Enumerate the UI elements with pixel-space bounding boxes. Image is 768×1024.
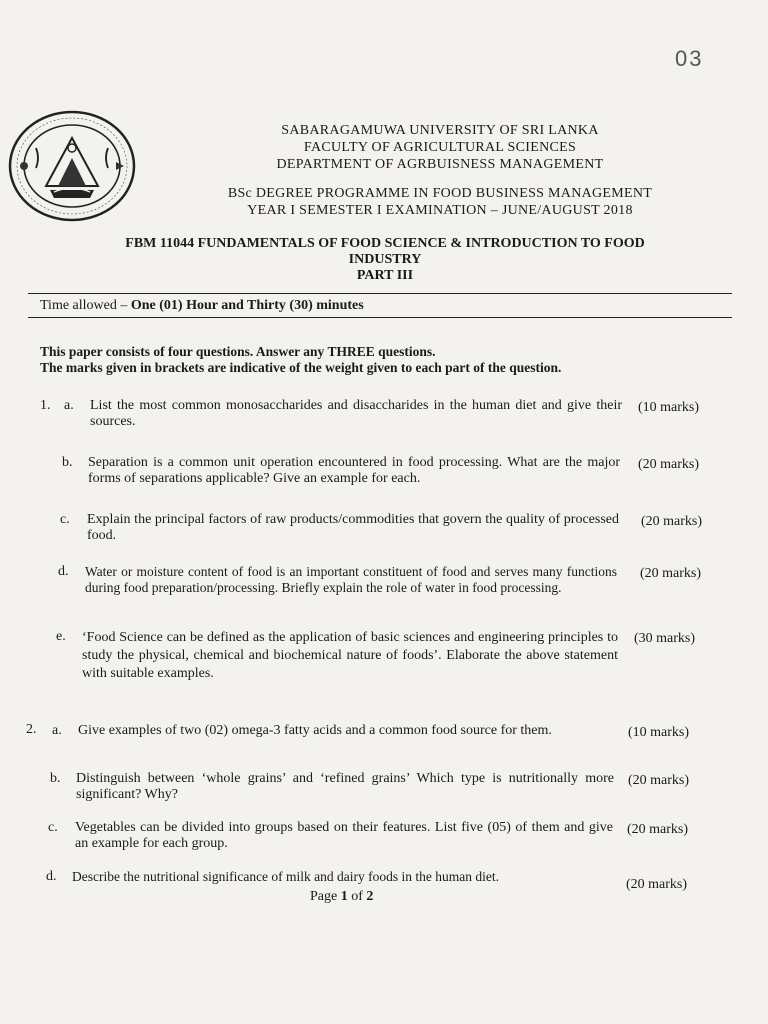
page-prefix: Page (310, 889, 341, 904)
programme-name: BSc DEGREE PROGRAMME IN FOOD BUSINESS MANAGEMENT (227, 186, 653, 201)
part-marks: (30 marks) (634, 631, 696, 646)
department-name: DEPARTMENT OF AGRBUISNESS MANAGEMENT (276, 157, 604, 172)
question-part (0, 455, 768, 495)
course-title-line-1: FBM 11044 FUNDAMENTALS OF FOOD SCIENCE & INTRODUCTION TO FOOD (125, 236, 645, 251)
part-letter: d. (46, 869, 57, 884)
course-title (30, 236, 740, 284)
part-text: ‘Food Science can be defined as the application of basic sciences and engineering principles to study the physical, chemical and biochemical nature of foods’. Elaborate the above statement with suitable examples. (82, 630, 618, 681)
part-marks: (20 marks) (638, 457, 700, 472)
question-part (0, 629, 768, 685)
page-indicator (310, 889, 373, 905)
part-letter: c. (48, 820, 58, 835)
handwritten-page-mark: 03 (675, 46, 704, 71)
time-allowed-label: Time allowed – (40, 298, 131, 313)
part-marks: (20 marks) (640, 566, 702, 581)
part-letter: e. (56, 629, 66, 644)
faculty-name: FACULTY OF AGRICULTURAL SCIENCES (303, 140, 577, 155)
question-part (0, 869, 768, 892)
course-title-line-2: INDUSTRY (348, 252, 422, 267)
page-current: 1 (340, 889, 348, 904)
part-letter: b. (62, 455, 73, 470)
part-text: Describe the nutritional significance of milk and dairy foods in the human diet. (72, 869, 500, 884)
instruction-line-2: The marks given in brackets are indicative of the weight given to each part of the question. (40, 360, 562, 375)
part-marks: (20 marks) (641, 514, 703, 529)
divider-top (28, 293, 732, 294)
question-part (0, 398, 768, 438)
exam-instructions (40, 344, 720, 376)
instruction-line-1: This paper consists of four questions. Answer any THREE questions. (40, 344, 436, 359)
question-number: 1. (40, 398, 51, 413)
part-text: List the most common monosaccharides and disaccharides in the human diet and give their sources. (90, 398, 622, 429)
time-allowed-value: One (01) Hour and Thirty (30) minutes (130, 298, 364, 313)
part-text: Separation is a common unit operation encountered in food processing. What are the major forms of separations applicable? Give an example for each. (88, 455, 620, 486)
exam-header (150, 122, 730, 219)
question-part (0, 512, 768, 552)
part-marks: (20 marks) (626, 877, 688, 892)
page-total: 2 (366, 889, 374, 904)
university-name: SABARAGAMUWA UNIVERSITY OF SRI LANKA (281, 123, 599, 138)
part-text: Explain the principal factors of raw products/commodities that govern the quality of processed food. (87, 512, 619, 543)
question-part (0, 820, 768, 860)
part-marks: (20 marks) (628, 773, 690, 788)
time-allowed (40, 298, 364, 314)
question-part (0, 771, 768, 811)
part-text: Water or moisture content of food is an important constituent of food and serves many functions during food preparation/processing. Briefly explain the role of water in food processing. (85, 564, 617, 595)
part-letter: b. (50, 771, 61, 786)
exam-name: YEAR I SEMESTER I EXAMINATION – JUNE/AUGUST 2018 (247, 203, 633, 218)
part-letter: a. (52, 723, 62, 738)
part-marks: (10 marks) (638, 400, 700, 415)
university-seal-icon (6, 108, 138, 224)
paper-part: PART III (356, 268, 414, 283)
part-letter: d. (58, 564, 69, 579)
question-part (0, 723, 768, 763)
part-marks: (20 marks) (627, 822, 689, 837)
part-text: Give examples of two (02) omega-3 fatty acids and a common food source for them. (78, 723, 552, 738)
part-text: Vegetables can be divided into groups based on their features. List five (05) of them and give an example for each group. (75, 820, 613, 851)
part-marks: (10 marks) (628, 725, 690, 740)
question-part (0, 564, 768, 616)
part-text: Distinguish between ‘whole grains’ and ‘refined grains’ Which type is nutritionally more significant? Why? (76, 771, 614, 802)
question-number: 2. (26, 722, 37, 737)
part-letter: a. (64, 398, 74, 413)
part-letter: c. (60, 512, 70, 527)
divider-bottom (28, 317, 732, 318)
page-middle: of (347, 889, 367, 904)
